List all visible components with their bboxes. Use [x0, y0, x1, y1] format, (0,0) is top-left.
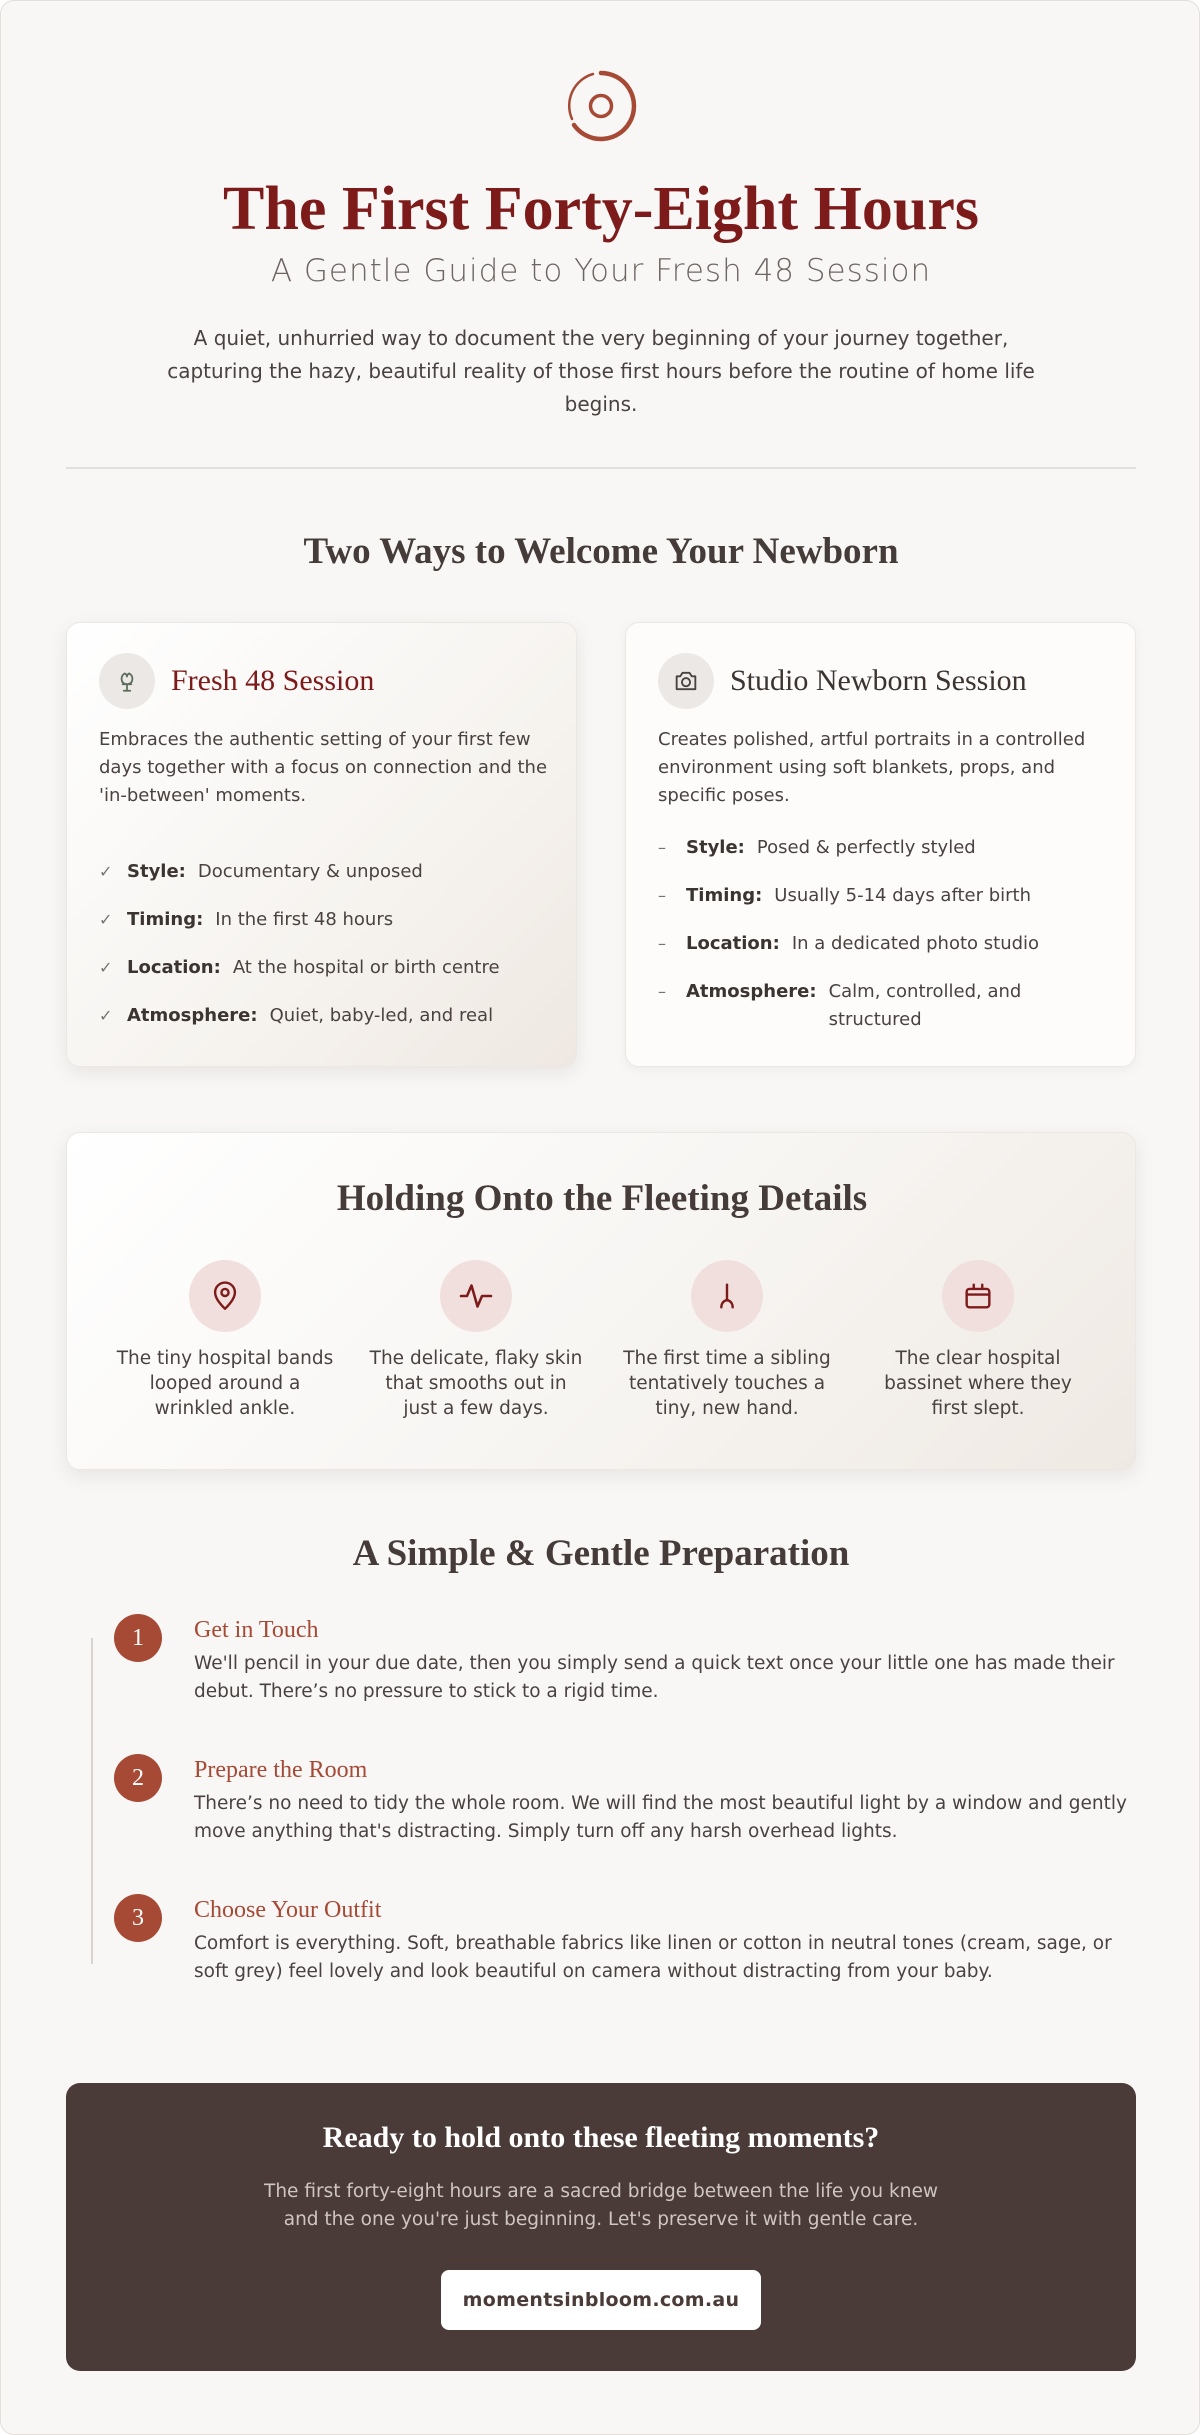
dash-icon: – — [658, 982, 666, 1001]
plant-icon — [99, 653, 155, 709]
detail-text: The tiny hospital bands looped around a wrinkled ankle. — [116, 1348, 334, 1419]
feature-value: In the first 48 hours — [215, 909, 394, 930]
feature-value: Documentary & unposed — [197, 861, 423, 882]
camera-icon — [658, 653, 714, 709]
step-text: We'll pencil in your due date, then you simply send a quick text once your little one has made their debut. There’s no pressure to stick to a rigid time. — [194, 1653, 1115, 1702]
feature-value: In a dedicated photo studio — [791, 933, 1040, 954]
feature-row — [658, 882, 1118, 910]
feature-row — [99, 906, 559, 934]
map-pin-icon — [189, 1260, 261, 1332]
cta-title: Ready to hold onto these fleeting moments? — [322, 2121, 880, 2154]
comparison-title: Two Ways to Welcome Your Newborn — [303, 531, 899, 572]
studio-newborn-card — [625, 622, 1136, 1067]
dash-icon: – — [658, 838, 666, 857]
feature-row — [658, 834, 1118, 862]
step-title: Choose Your Outfit — [194, 1897, 382, 1923]
dash-icon: – — [658, 934, 666, 953]
feature-label: Timing: — [686, 885, 763, 906]
page-title: The First Forty-Eight Hours — [223, 175, 979, 243]
feature-row — [99, 1002, 559, 1030]
feature-row — [658, 930, 1118, 958]
step-title: Get in Touch — [194, 1617, 319, 1643]
bassinet-icon — [942, 1260, 1014, 1332]
feature-row — [99, 858, 559, 886]
cta-text: The first forty-eight hours are a sacred bridge between the life you knew and the one you're just beginning. Let's preserve it with gentle care. — [264, 2181, 938, 2230]
section-divider — [66, 467, 1136, 469]
intro-paragraph: A quiet, unhurried way to document the very beginning of your journey together, capturing the hazy, beautiful reality of those first hours before the routine of home life begins. — [167, 326, 1035, 416]
detail-item — [617, 1260, 837, 1421]
step-number: 1 — [114, 1614, 162, 1662]
card-description: Creates polished, artful portraits in a controlled environment using soft blankets, props, and specific poses. — [658, 729, 1086, 806]
card-description: Embraces the authentic setting of your first few days together with a focus on connection and the 'in-between' moments. — [99, 729, 548, 806]
detail-item — [115, 1260, 335, 1421]
check-icon: ✓ — [99, 910, 113, 929]
step-number: 3 — [114, 1894, 162, 1942]
feature-label: Atmosphere: — [686, 981, 817, 1002]
detail-item — [366, 1260, 586, 1421]
feature-value: Usually 5-14 days after birth — [774, 885, 1032, 906]
feature-label: Location: — [127, 957, 221, 978]
timeline-line — [91, 1638, 93, 1964]
fleeting-details-panel — [66, 1132, 1136, 1470]
detail-text: The first time a sibling tentatively touches a tiny, new hand. — [623, 1348, 831, 1419]
call-to-action-panel — [66, 2083, 1136, 2371]
feature-label: Style: — [686, 837, 745, 858]
feature-label: Style: — [127, 861, 186, 882]
step-text: Comfort is everything. Soft, breathable fabrics like linen or cotton in neutral tones (cream, sage, or soft grey) feel lovely and look beautiful on camera without distracting from your baby. — [194, 1933, 1112, 1982]
preparation-title: A Simple & Gentle Preparation — [352, 1533, 850, 1574]
feature-row — [658, 978, 1118, 1034]
step-title: Prepare the Room — [194, 1757, 368, 1783]
detail-text: The clear hospital bassinet where they first slept. — [884, 1348, 1072, 1419]
detail-text: The delicate, flaky skin that smooths out in just a few days. — [369, 1348, 583, 1419]
feature-label: Timing: — [127, 909, 204, 930]
fresh-48-card — [66, 622, 577, 1067]
page-subtitle: A Gentle Guide to Your Fresh 48 Session — [270, 253, 932, 289]
feature-value: Calm, controlled, and structured — [828, 981, 1022, 1030]
fork-icon — [691, 1260, 763, 1332]
details-title: Holding Onto the Fleeting Details — [336, 1178, 868, 1219]
website-link-button[interactable]: momentsinbloom.com.au — [441, 2270, 761, 2330]
circle-logo-icon — [564, 69, 638, 143]
step-text: There’s no need to tidy the whole room. We will find the most beautiful light by a window and gently move anything that's distracting. Simply turn off any harsh overhead lights. — [194, 1793, 1127, 1842]
card-title: Studio Newborn Session — [730, 664, 1027, 697]
feature-label: Atmosphere: — [127, 1005, 258, 1026]
feature-label: Location: — [686, 933, 780, 954]
check-icon: ✓ — [99, 958, 113, 977]
dash-icon: – — [658, 886, 666, 905]
pulse-icon — [440, 1260, 512, 1332]
feature-value: At the hospital or birth centre — [232, 957, 500, 978]
card-title: Fresh 48 Session — [171, 664, 375, 697]
feature-row — [99, 954, 559, 982]
check-icon: ✓ — [99, 1006, 113, 1025]
feature-value: Quiet, baby-led, and real — [269, 1005, 494, 1026]
detail-item — [868, 1260, 1088, 1421]
step-number: 2 — [114, 1754, 162, 1802]
feature-value: Posed & perfectly styled — [756, 837, 976, 858]
check-icon: ✓ — [99, 862, 113, 881]
